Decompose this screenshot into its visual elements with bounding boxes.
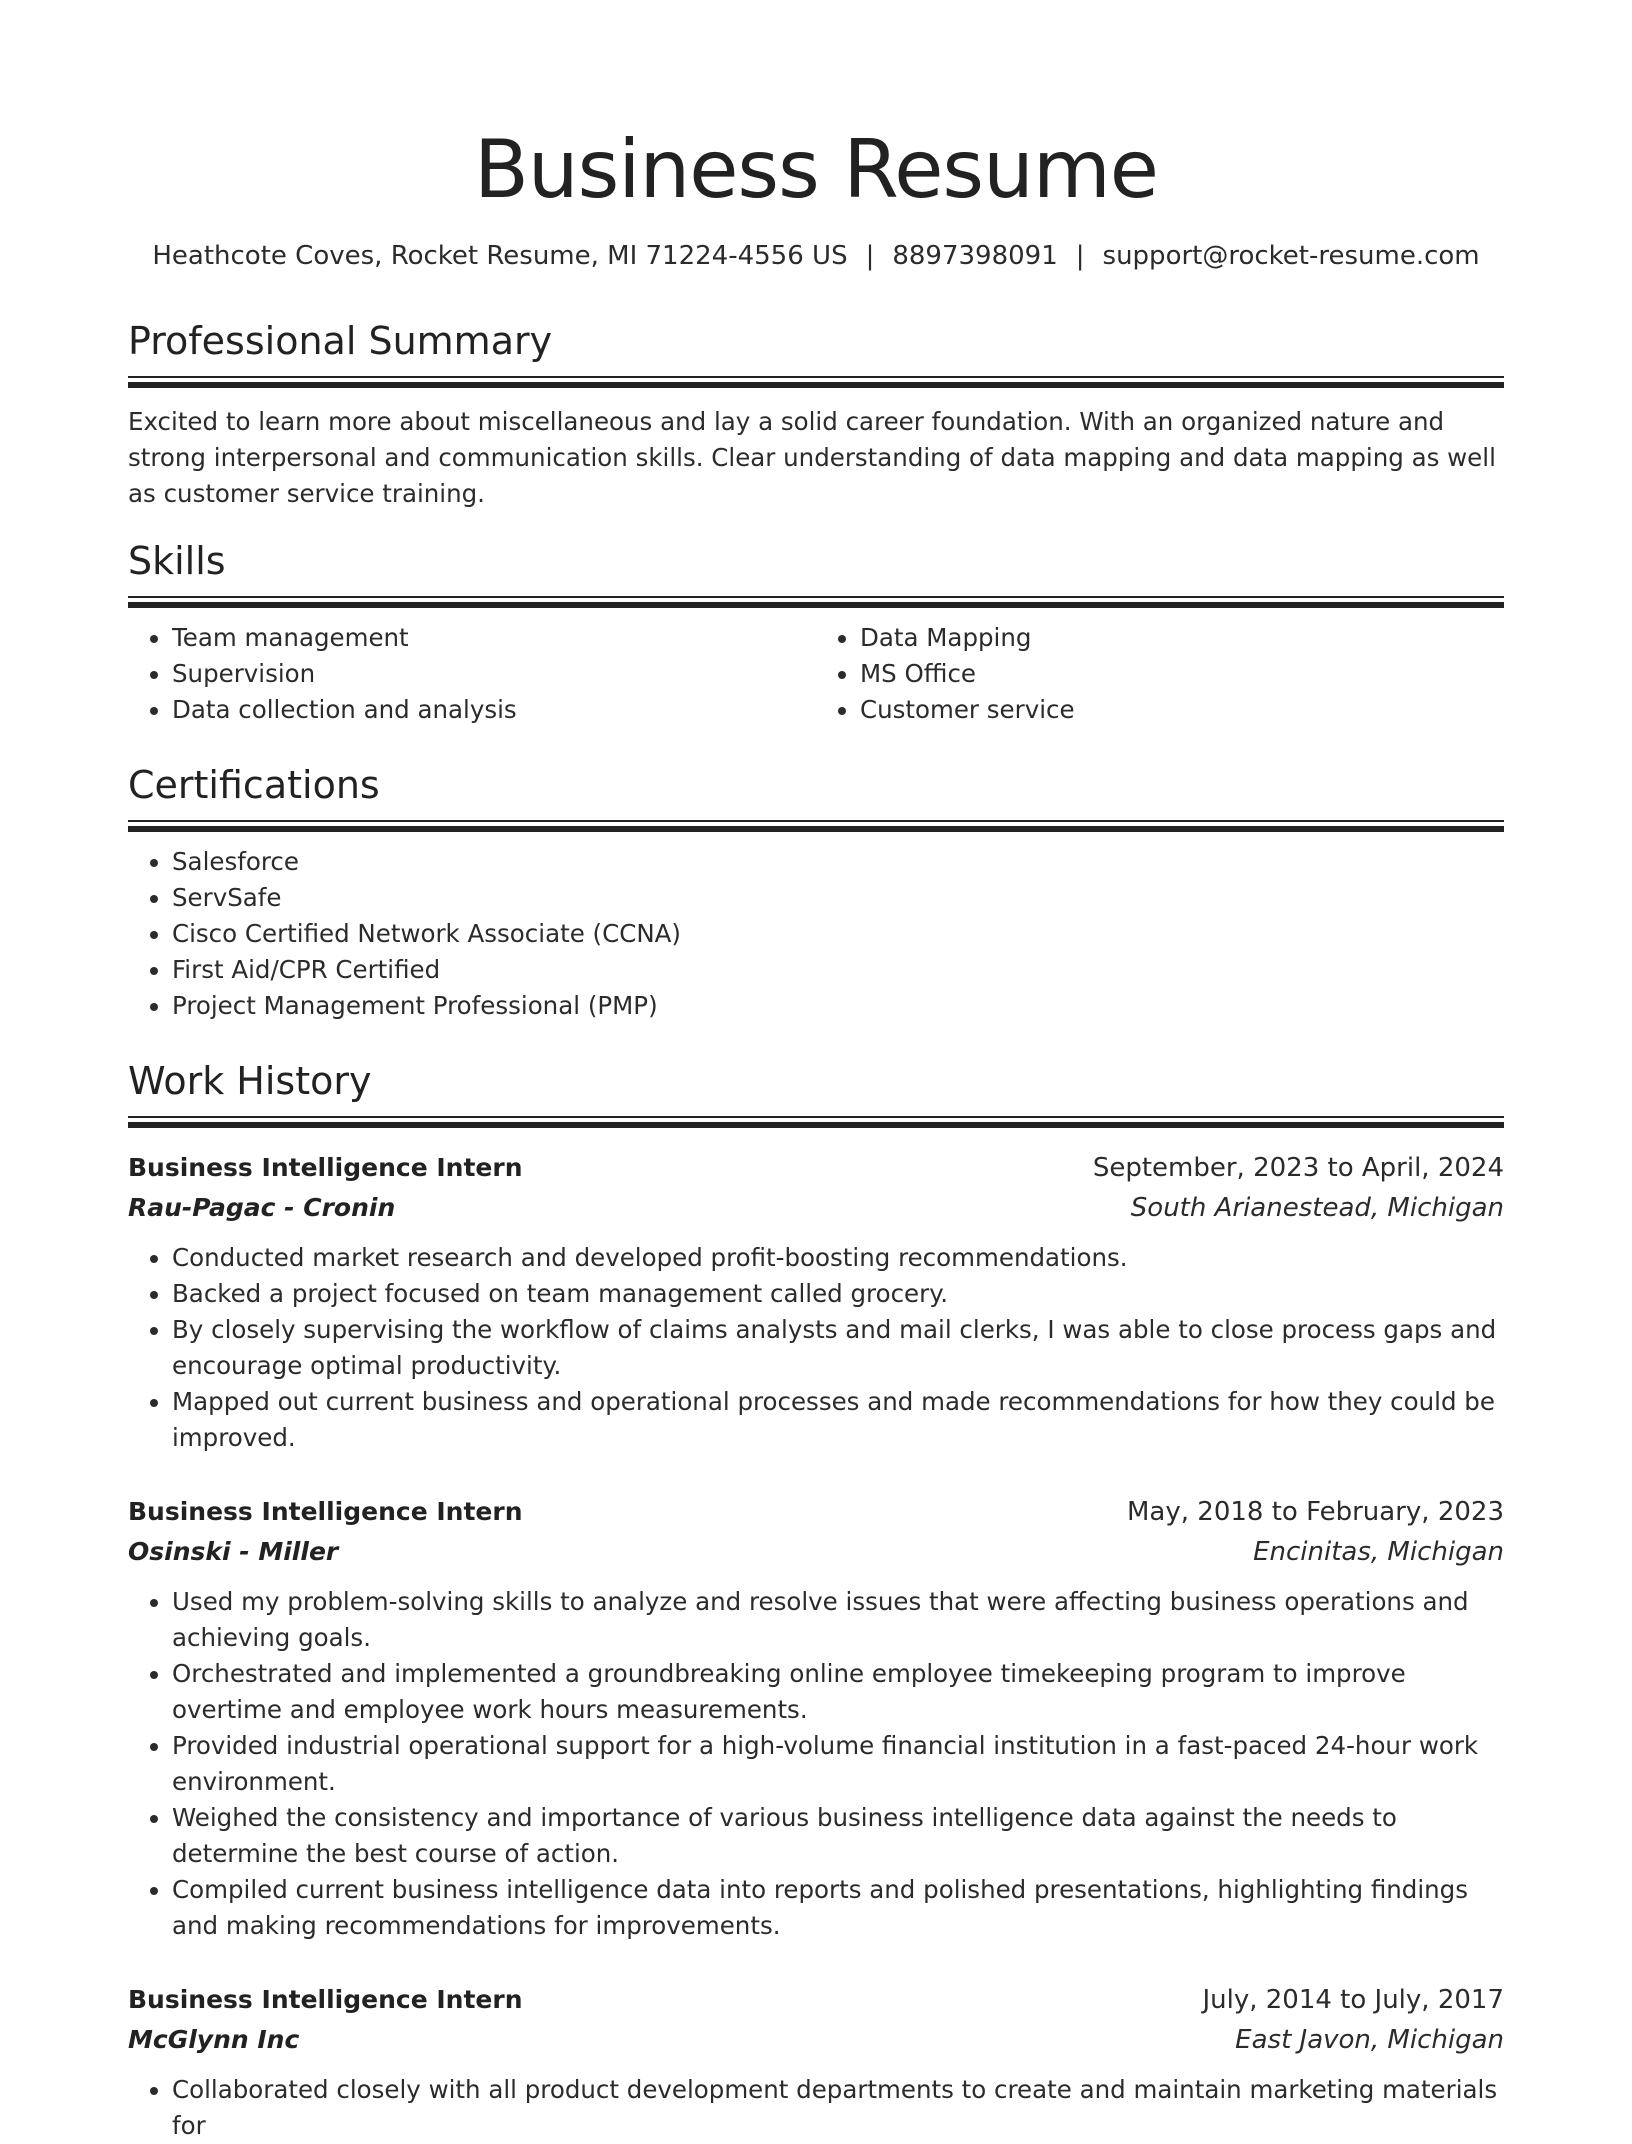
skill-item: • Data Mapping: [860, 620, 1504, 656]
summary-text: Excited to learn more about miscellaneous and lay a solid career foundation. With an organized nature and strong interpersonal and communication skills. Clear understanding of data mapping and data mapping as well as customer service training.: [128, 407, 1496, 508]
job-company: Osinski - Miller: [128, 1537, 339, 1566]
certification-item: • Project Management Professional (PMP): [172, 988, 1504, 1024]
job-title: Business Intelligence Intern: [128, 1497, 523, 1526]
certification-item: • Salesforce: [172, 844, 1504, 880]
job-bullet: • By closely supervising the workflow of claims analysts and mail clerks, I was able to close process gaps and encourage optimal productivity.: [172, 1312, 1504, 1384]
job-entry: [128, 1492, 1504, 1944]
skill-item: • Team management: [172, 620, 816, 656]
job-bullet: • Conducted market research and developed profit-boosting recommendations.: [172, 1240, 1504, 1276]
section-certifications: [128, 760, 1504, 1024]
contact-email: support@rocket-resume.com: [1102, 241, 1480, 271]
section-summary: [128, 316, 1504, 512]
skill-item: • Supervision: [172, 656, 816, 692]
skills-list-left: [128, 620, 816, 728]
job-bullet: • Used my problem-solving skills to analyze and resolve issues that were affecting business operations and achieving goals.: [172, 1584, 1504, 1656]
certification-item: • First Aid/CPR Certified: [172, 952, 1504, 988]
skills-list-right: [816, 620, 1504, 728]
skill-item: • Customer service: [860, 692, 1504, 728]
job-bullet: • Provided industrial operational support for a high-volume financial institution in a fast-paced 24-hour work environment.: [172, 1728, 1504, 1800]
section-divider: [128, 376, 1504, 388]
job-location: East Javon, Michigan: [1235, 2025, 1504, 2055]
certification-item: • ServSafe: [172, 880, 1504, 916]
job-location: Encinitas, Michigan: [1253, 1537, 1504, 1567]
contact-separator: |: [865, 241, 875, 271]
section-title-summary: Professional Summary: [128, 319, 553, 363]
job-bullet: • Weighed the consistency and importance of various business intelligence data against the needs to determine the best course of action.: [172, 1800, 1504, 1872]
skills-columns: [128, 620, 1504, 728]
section-work-history: [128, 1056, 1504, 1128]
job-dates: July, 2014 to July, 2017: [1202, 1985, 1504, 2015]
job-bullets: [128, 1240, 1504, 1456]
job-company-row: [128, 1532, 1504, 1572]
job-dates: September, 2023 to April, 2024: [1092, 1153, 1504, 1183]
job-bullets: [128, 1584, 1504, 1944]
contact-address: Heathcote Coves, Rocket Resume, MI 71224-4556 US: [152, 241, 848, 271]
job-title: Business Intelligence Intern: [128, 1985, 523, 2014]
job-entry: [128, 1980, 1504, 2144]
certification-item: • Cisco Certified Network Associate (CCNA): [172, 916, 1504, 952]
section-divider: [128, 820, 1504, 832]
certifications-list: [128, 844, 1504, 1024]
job-bullet: • Compiled current business intelligence data into reports and polished presentations, highlighting findings and making recommendations for improvements.: [172, 1872, 1504, 1944]
section-skills: [128, 536, 1504, 728]
section-title-skills: Skills: [128, 539, 226, 583]
job-entry: [128, 1148, 1504, 1456]
job-company: Rau-Pagac - Cronin: [128, 1193, 396, 1222]
contact-phone: 8897398091: [892, 241, 1058, 271]
job-bullet: • Mapped out current business and operational processes and made recommendations for how they could be improved.: [172, 1384, 1504, 1456]
job-bullet: • Collaborated closely with all product development departments to create and maintain marketing materials for: [172, 2072, 1504, 2144]
job-header-row: [128, 1980, 1504, 2020]
skill-item: • MS Office: [860, 656, 1504, 692]
job-location: South Arianestead, Michigan: [1130, 1193, 1504, 1223]
job-title: Business Intelligence Intern: [128, 1153, 523, 1182]
job-header-row: [128, 1492, 1504, 1532]
job-company-row: [128, 2020, 1504, 2060]
job-company: McGlynn Inc: [128, 2025, 300, 2054]
contact-separator: |: [1075, 241, 1085, 271]
job-bullet: • Backed a project focused on team management called grocery.: [172, 1276, 1504, 1312]
contact-line: [128, 236, 1504, 276]
section-title-certifications: Certifications: [128, 763, 380, 807]
section-divider: [128, 596, 1504, 608]
job-header-row: [128, 1148, 1504, 1188]
resume-name: Business Resume: [474, 123, 1158, 216]
job-bullets: [128, 2072, 1504, 2144]
section-title-work-history: Work History: [128, 1059, 372, 1103]
job-bullet: • Orchestrated and implemented a groundbreaking online employee timekeeping program to improve overtime and employee work hours measurements.: [172, 1656, 1504, 1728]
job-dates: May, 2018 to February, 2023: [1127, 1497, 1504, 1527]
job-company-row: [128, 1188, 1504, 1228]
skill-item: • Data collection and analysis: [172, 692, 816, 728]
section-divider: [128, 1116, 1504, 1128]
